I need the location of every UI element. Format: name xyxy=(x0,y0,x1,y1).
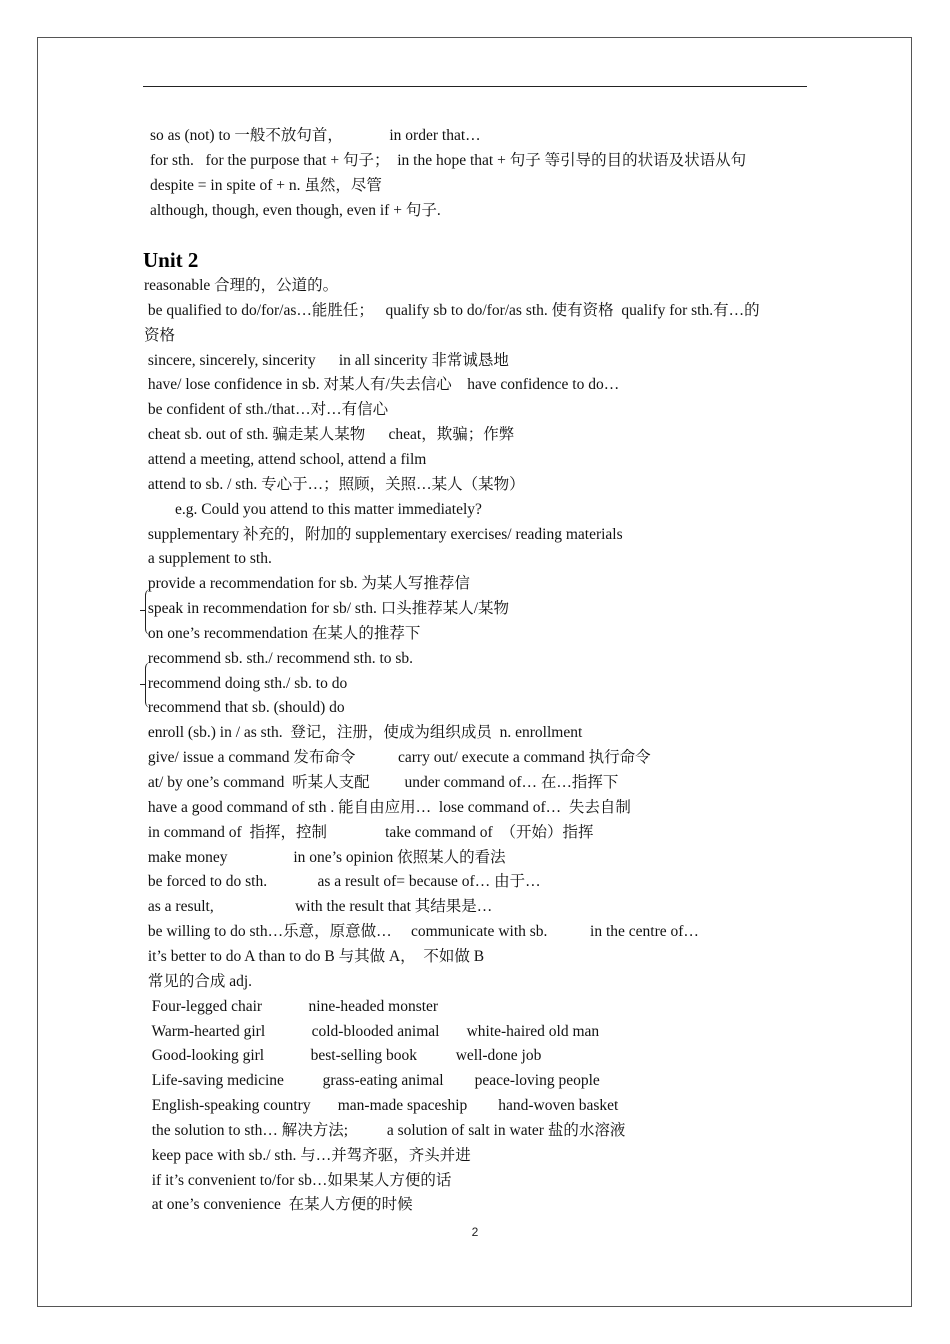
text-line: be forced to do sth. as a result of= because of… 由于… xyxy=(144,873,541,891)
header-rule xyxy=(143,86,807,87)
text-line: be confident of sth./that…对…有信心 xyxy=(144,401,389,419)
text-line: e.g. Could you attend to this matter immediately? xyxy=(144,500,482,518)
text-line: a supplement to sth. xyxy=(144,550,272,568)
text-line: it’s better to do A than to do B 与其做 A， 不如做 B xyxy=(144,947,485,965)
text-line: if it’s convenient to/for sb…如果某人方便的话 xyxy=(144,1171,452,1189)
text-line: give/ issue a command 发布命令 carry out/ execute a command 执行命令 xyxy=(144,749,651,767)
text-line: keep pace with sb./ sth. 与…并驾齐驱，齐头并进 xyxy=(144,1146,471,1164)
text-line: attend a meeting, attend school, attend a film xyxy=(144,450,427,468)
text-line: recommend sb. sth./ recommend sth. to sb. xyxy=(144,649,414,667)
text-line: despite = in spite of + n. 虽然，尽管 xyxy=(150,177,382,194)
group-brace xyxy=(145,662,153,708)
text-line: on one’s recommendation 在某人的推荐下 xyxy=(144,624,421,642)
text-line: Good-looking girl best-selling book well-done job xyxy=(144,1047,542,1065)
page-border xyxy=(37,37,912,1307)
group-brace xyxy=(145,589,153,635)
text-line: in command of 指挥，控制 take command of （开始）指挥 xyxy=(144,823,594,841)
text-line: enroll (sb.) in / as sth. 登记，注册，使成为组织成员 n. enrollment xyxy=(144,724,583,742)
text-line: be willing to do sth…乐意，原意做… communicate with sb. in the centre of… xyxy=(144,923,699,941)
text-line: make money in one’s opinion 依照某人的看法 xyxy=(144,848,506,866)
text-line: speak in recommendation for sb/ sth. 口头推荐某人/某物 xyxy=(144,600,510,618)
text-line: recommend doing sth./ sb. to do xyxy=(144,674,348,692)
text-line: the solution to sth… 解决方法; a solution of salt in water 盐的水溶液 xyxy=(144,1121,626,1139)
text-line: be qualified to do/for/as…能胜任； qualify sb to do/for/as sth. 使有资格 qualify for sth.有…的 xyxy=(144,301,760,319)
text-line: attend to sb. / sth. 专心于…；照顾，关照…某人（某物） xyxy=(144,475,525,493)
page-number: 2 xyxy=(471,1225,479,1239)
text-line: have a good command of sth . 能自由应用… lose command of… 失去自制 xyxy=(144,798,631,816)
unit-heading: Unit 2 xyxy=(143,248,199,272)
text-line: so as (not) to 一般不放句首， in order that… xyxy=(150,127,481,144)
text-line: have/ lose confidence in sb. 对某人有/失去信心 have confidence to do… xyxy=(144,376,620,394)
group-brace-tip xyxy=(140,610,145,611)
text-line: cheat sb. out of sth. 骗走某人某物 cheat，欺骗；作弊 xyxy=(144,426,515,444)
text-line: 资格 xyxy=(144,326,176,344)
text-line: 常见的合成 adj. xyxy=(144,972,253,990)
text-line: at/ by one’s command 听某人支配 under command of… 在…指挥下 xyxy=(144,774,619,791)
text-line: Warm-hearted girl cold-blooded animal white-haired old man xyxy=(144,1022,600,1040)
text-line: as a result, with the result that 其结果是… xyxy=(144,898,493,916)
text-line: at one’s convenience 在某人方便的时候 xyxy=(144,1196,413,1214)
text-line: recommend that sb. (should) do xyxy=(144,699,345,717)
text-line: English-speaking country man-made spaceship hand-woven basket xyxy=(144,1097,619,1115)
text-line: sincere, sincerely, sincerity in all sincerity 非常诚恳地 xyxy=(144,351,509,369)
text-line: although, though, even though, even if + 句子. xyxy=(150,202,441,219)
group-brace-tip xyxy=(140,684,145,685)
text-line: supplementary 补充的，附加的 supplementary exercises/ reading materials xyxy=(144,525,623,543)
text-line: Life-saving medicine grass-eating animal peace-loving people xyxy=(144,1072,600,1090)
text-line: Four-legged chair nine-headed monster xyxy=(144,997,439,1015)
text-line: for sth. for the purpose that + 句子； in the hope that + 句子 等引导的目的状语及状语从句 xyxy=(150,152,747,169)
text-line: provide a recommendation for sb. 为某人写推荐信 xyxy=(144,575,470,593)
text-line: reasonable 合理的，公道的。 xyxy=(144,277,339,294)
